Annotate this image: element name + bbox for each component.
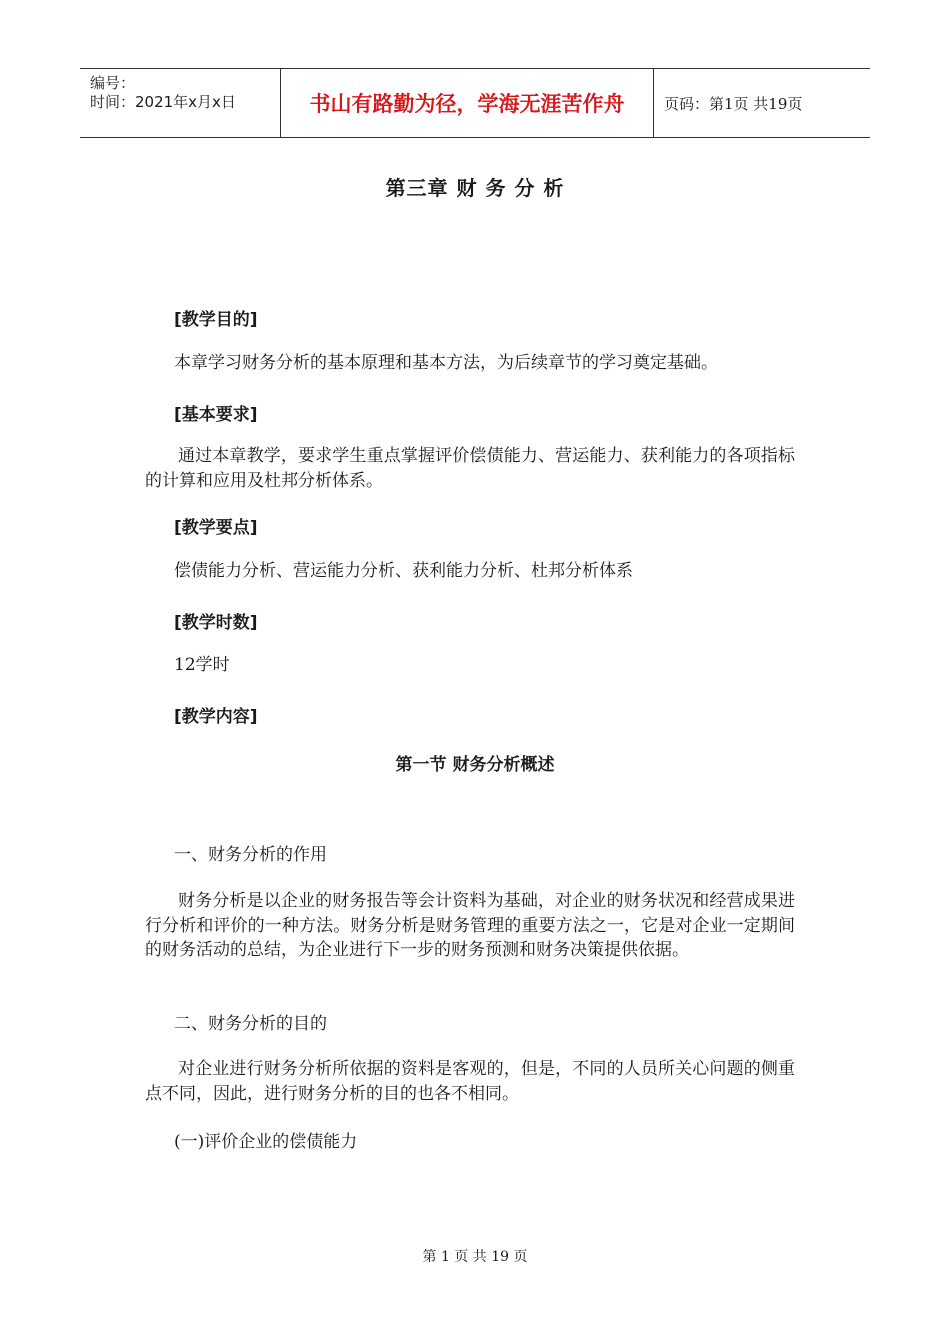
subheading-solvency: (一)评价企业的偿债能力 <box>174 1132 358 1152</box>
subheading-role: 一、财务分析的作用 <box>174 845 327 865</box>
keypoints-heading: [教学要点] <box>174 518 258 538</box>
time-label: 时间：2021年x月x日 <box>90 93 236 111</box>
hours-heading: [教学时数] <box>174 613 258 633</box>
subheading-purpose: 二、财务分析的目的 <box>174 1014 327 1034</box>
page-footer: 第 1 页 共 19 页 <box>422 1249 528 1265</box>
hours-text: 12学时 <box>174 655 230 675</box>
section-title: 第一节 财务分析概述 <box>395 755 555 775</box>
requirement-heading: [基本要求] <box>174 405 258 425</box>
motto: 书山有路勤为径，学海无涯苦作舟 <box>281 69 654 137</box>
paragraph-role: 财务分析是以企业的财务报告等会计资料为基础，对企业的财务状况和经营成果进行分析和评价的一种方法。财务分析是财务管理的重要方法之一，它是对企业一定期间的财务活动的总结，为企业进行下一步的财务预测和财务决策提供依据。 <box>145 891 795 960</box>
paragraph-purpose: 对企业进行财务分析所依据的资料是客观的，但是，不同的人员所关心问题的侧重点不同，因此，进行财务分析的目的也各不相同。 <box>145 1059 795 1104</box>
chapter-title: 第三章 财 务 分 析 <box>385 176 565 200</box>
objective-text: 本章学习财务分析的基本原理和基本方法，为后续章节的学习奠定基础。 <box>174 353 718 373</box>
page-info: 页码：第1页 共19页 <box>664 95 803 113</box>
objective-heading: [教学目的] <box>174 310 258 330</box>
header-table <box>80 68 870 138</box>
keypoints-text: 偿债能力分析、营运能力分析、获利能力分析、杜邦分析体系 <box>174 561 633 581</box>
number-label: 编号： <box>90 74 136 92</box>
requirement-text: 通过本章教学，要求学生重点掌握评价偿债能力、营运能力、获利能力的各项指标的计算和应用及杜邦分析体系。 <box>145 446 795 491</box>
content-heading: [教学内容] <box>174 707 258 727</box>
header-meta-cell <box>80 69 281 137</box>
